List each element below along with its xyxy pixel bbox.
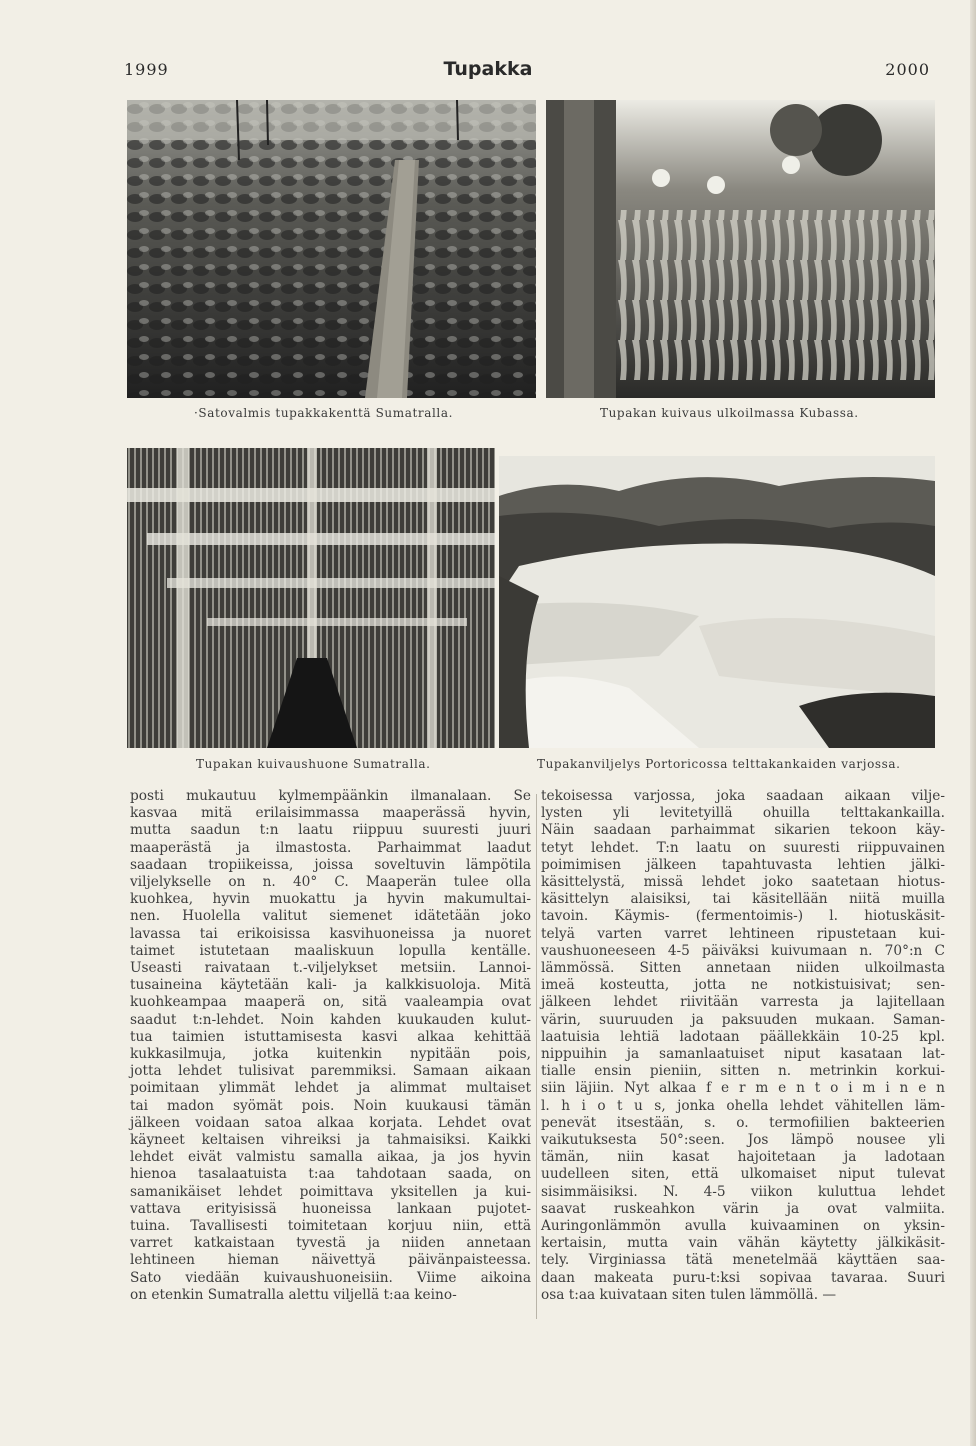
- text-line: Auringonlämmön avulla kuivaaminen on yksin-: [541, 1218, 945, 1235]
- text-line: kukkasilmuja, jotka kuitenkin nypitään pois,: [130, 1046, 531, 1063]
- photo-drying-house: [127, 448, 495, 748]
- text-line: Useasti raivataan t.-viljelykset metsiin. Lannoi-: [130, 960, 531, 977]
- text-line: käsittelyn alaisiksi, tai käsitellään niitä muilla: [541, 891, 945, 908]
- text-line: lehdet eivät valmistu samalla aikaa, ja jos hyvin: [130, 1149, 531, 1166]
- text-line: osa t:aa kuivataan siten tulen lämmöllä. —: [541, 1286, 837, 1303]
- text-line: saadut t:n-lehdet. Noin kahden kuukauden kulut-: [130, 1011, 531, 1028]
- text-line: mutta saadun t:n laatu riippuu suuresti juuri: [130, 822, 531, 839]
- figure-caption: ·Satovalmis tupakkakenttä Sumatralla.: [194, 406, 454, 420]
- text-line: jälkeen lehdet riivitään varresta ja lajitellaan: [541, 994, 945, 1011]
- page-edge: [970, 0, 976, 1446]
- text-line: tuina. Tavallisesti toimitetaan korjuu niin, että: [130, 1218, 531, 1235]
- text-line: tua taimien istuttamisesta kasvi alkaa kehittää: [130, 1028, 531, 1045]
- figure-caption: Tupakan kuivaushuone Sumatralla.: [196, 757, 431, 771]
- text-line: jotta lehdet tulisivat paremmiksi. Samaan aikaan: [130, 1063, 531, 1080]
- photo-shade-tent-plantation: [499, 456, 935, 748]
- text-line: tavoin. Käymis- (fermentoimis-) l. hiotuskäsit-: [541, 908, 945, 925]
- page-number-right: 2000: [885, 60, 930, 79]
- text-line: varret katkaistaan tyvestä ja niiden annetaan: [130, 1235, 531, 1252]
- text-line: jälkeen voidaan satoa alkaa korjata. Lehdet ovat: [130, 1114, 531, 1131]
- figure-caption: Tupakan kuivaus ulkoilmassa Kubassa.: [600, 406, 859, 420]
- text-line: tämän, niin kasat hajoitetaan ja ladotaan: [541, 1149, 945, 1166]
- text-line: maaperästä ja ilmastosta. Parhaimmat laadut: [130, 839, 531, 856]
- text-line: tusaineina käytetään kali- ja kalkkisuoloja. Mitä: [130, 977, 531, 994]
- text-line: tely. Virginiassa tätä menetelmää käyttäen saa-: [541, 1252, 945, 1269]
- text-line: taimet istutetaan maaliskuun lopulla kentälle.: [130, 942, 531, 959]
- text-line: käsittelystä, missä lehdet joko saatetaan hiotus-: [541, 874, 945, 891]
- text-line: lehtineen hieman näivettyä päivänpaisteessa.: [130, 1252, 531, 1269]
- text-line: Näin saadaan parhaimmat sikarien tekoon käy-: [541, 822, 945, 839]
- photo-tobacco-field: [127, 100, 536, 398]
- text-line: lysten yli levitetyillä ohuilla telttakankailla.: [541, 805, 945, 822]
- text-column-left: [130, 788, 531, 1304]
- text-line: tai madon syömät pois. Noin kuukausi tämän: [130, 1097, 531, 1114]
- column-divider: [536, 794, 537, 1319]
- text-line: saadaan tropiikeissa, joissa soveltuvin lämpötila: [130, 856, 531, 873]
- text-line: vattava erityisissä huoneissa lankaan pujotet-: [130, 1200, 531, 1217]
- text-line: daan makeata puru-t:ksi sopivaa tavaraa. Suuri: [541, 1269, 945, 1286]
- text-line: uudelleen siten, että ulkomaiset niput tulevat: [541, 1166, 945, 1183]
- text-line: hienoa tasalaatuista t:aa tahdotaan saada, on: [130, 1166, 531, 1183]
- text-line: saavat ruskeahkon värin ja ovat valmiita.: [541, 1200, 945, 1217]
- text-line: kertaisin, mutta vain vähän käytetty jälkikäsit-: [541, 1235, 945, 1252]
- photo-outdoor-drying: [546, 100, 935, 398]
- text-line: tialle ensin pieniin, sitten n. metrinkin korkui-: [541, 1063, 945, 1080]
- text-line: lämmössä. Sitten annetaan niiden ulkoilmasta: [541, 960, 945, 977]
- page-title: Tupakka: [443, 58, 533, 80]
- page-header: [0, 60, 976, 86]
- text-column-right: [541, 788, 945, 1304]
- text-line: poimitaan ylimmät lehdet ja alimmat multaiset: [130, 1080, 531, 1097]
- text-line: on etenkin Sumatralla alettu viljellä t:aa keino-: [130, 1286, 457, 1303]
- text-line: laatuisia lehtiä ladotaan päällekkäin 10-25 kpl.: [541, 1028, 945, 1045]
- text-line: posti mukautuu kylmempäänkin ilmanalaan. Se: [130, 788, 531, 804]
- text-line: kasvaa mitä erilaisimmassa maaperässä hyvin,: [130, 805, 531, 822]
- text-line: viljelykselle on n. 40° C. Maaperän tulee olla: [130, 874, 531, 891]
- text-line: kuohkea, hyvin muokattu ja hyvin makumultai-: [130, 891, 531, 908]
- text-line: kuohkeampaa maaperä on, sitä vaaleampia ovat: [130, 994, 531, 1011]
- text-line: penevät itsestään, s. o. termofiilien bakteerien: [541, 1114, 945, 1131]
- text-line: nippuihin ja samanlaatuiset niput kasataan lat-: [541, 1046, 945, 1063]
- text-line: samanikäiset lehdet poimittava yksitellen ja kui-: [130, 1183, 531, 1200]
- text-line: käyneet keltaisen vihreiksi ja tahmaisiksi. Kaikki: [130, 1132, 531, 1149]
- text-line: värin, suuruuden ja paksuuden mukaan. Saman-: [541, 1011, 945, 1028]
- text-line: tetyt lehdet. T:n laatu on suuresti riippuvainen: [541, 839, 945, 856]
- text-line: Sato viedään kuivaushuoneisiin. Viime aikoina: [130, 1269, 531, 1286]
- text-line: lavassa tai erikoisissa kasvihuoneissa ja nuoret: [130, 925, 531, 942]
- text-line: nen. Huolella valitut siemenet idätetään joko: [130, 908, 531, 925]
- text-line: sisimmäisiksi. N. 4-5 viikon kuluttua lehdet: [541, 1183, 945, 1200]
- text-line: siin läjiin. Nyt alkaa f e r m e n t o i m i n e n: [541, 1080, 945, 1097]
- figure-caption: Tupakanviljelys Portoricossa telttakankaiden varjossa.: [537, 757, 901, 771]
- text-line: poimimisen jälkeen tapahtuvasta lehtien jälki-: [541, 856, 945, 873]
- text-line: telyä varten varret lehtineen ripustetaan kui-: [541, 925, 945, 942]
- text-line: tekoisessa varjossa, joka saadaan aikaan vilje-: [541, 788, 945, 804]
- text-line: vaikutuksesta 50°:seen. Jos lämpö nousee yli: [541, 1132, 945, 1149]
- page-number-left: 1999: [124, 60, 169, 79]
- text-line: l. h i o t u s, jonka ohella lehdet vähitellen läm-: [541, 1097, 945, 1114]
- text-line: imeä kosteutta, jotta ne notkistuisivat; sen-: [541, 977, 945, 994]
- text-line: vaushuoneeseen 4-5 päiväksi kuivumaan n. 70°:n C: [541, 942, 945, 959]
